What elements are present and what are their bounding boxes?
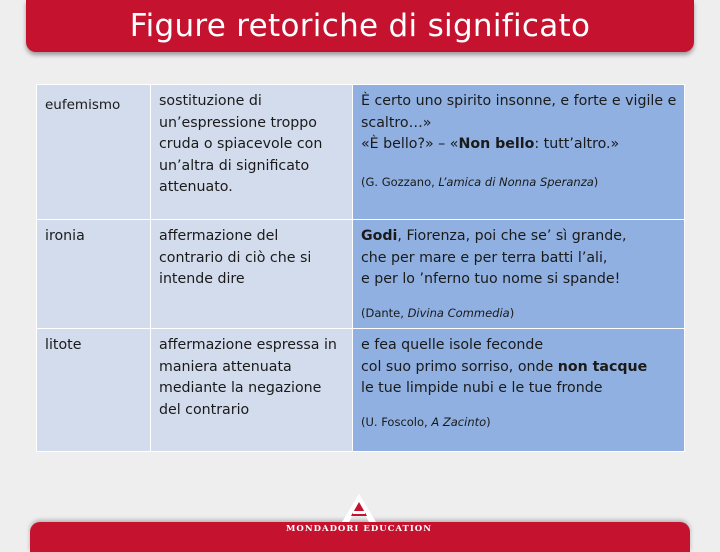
citation: (U. Foscolo, A Zacinto) (361, 414, 491, 429)
table-row (37, 85, 685, 220)
example-line: e per lo ’nferno tuo nome si spande! (361, 271, 621, 287)
term-cell (37, 220, 151, 329)
cited-work: L’amica di Nonna Speranza (438, 174, 594, 189)
highlight-text: Non bello (458, 136, 535, 152)
example-line: col suo primo sorriso, onde non tacque (361, 358, 648, 375)
definition-text: sostituzione di un’espressione troppo cruda o spiacevole con un’altra di significato attenuato. (159, 93, 323, 195)
slide-title: Figure retoriche di significato (129, 8, 591, 44)
table-row (37, 220, 685, 329)
example-cell (353, 220, 685, 329)
definition-text: affermazione del contrario di ciò che si intende dire (159, 228, 312, 287)
definition-text: affermazione espressa in maniera attenuata mediante la negazione del contrario (159, 337, 337, 418)
example-line: È certo uno spirito insonne, e forte e vigile e scaltro…» (361, 93, 677, 131)
citation: (G. Gozzano, L’amica di Nonna Speranza) (361, 174, 599, 189)
title-bar (26, 0, 694, 52)
example-cell (353, 329, 685, 452)
example-cell (353, 85, 685, 220)
term-label: litote (45, 337, 82, 353)
example-line: che per mare e per terra batti l’ali, (361, 249, 608, 266)
highlight-text: Godi (361, 228, 398, 244)
cited-work: A Zacinto (431, 414, 487, 429)
definition-cell (151, 329, 353, 452)
term-label: ironia (45, 228, 85, 244)
rhetorical-figures-table (36, 84, 685, 452)
highlight-text: non tacque (557, 358, 648, 375)
mondadori-a-logo-icon (342, 494, 376, 522)
publisher-logo (284, 494, 434, 540)
table-row (37, 329, 685, 452)
example-line: e fea quelle isole feconde (361, 337, 544, 353)
example-line: le tue limpide nubi e le tue fronde (361, 380, 603, 396)
citation: (Dante, Divina Commedia) (361, 305, 515, 320)
term-cell (37, 85, 151, 220)
term-label: eufemismo (45, 97, 121, 113)
definition-cell (151, 85, 353, 220)
example-line: «È bello?» – «Non bello: tutt’altro.» (361, 136, 620, 152)
term-cell (37, 329, 151, 452)
example-line: Godi, Fiorenza, poi che se’ sì grande, (361, 228, 627, 244)
logo-text: MONDADORI EDUCATION (286, 524, 432, 534)
definition-cell (151, 220, 353, 329)
cited-work: Divina Commedia (407, 305, 510, 320)
